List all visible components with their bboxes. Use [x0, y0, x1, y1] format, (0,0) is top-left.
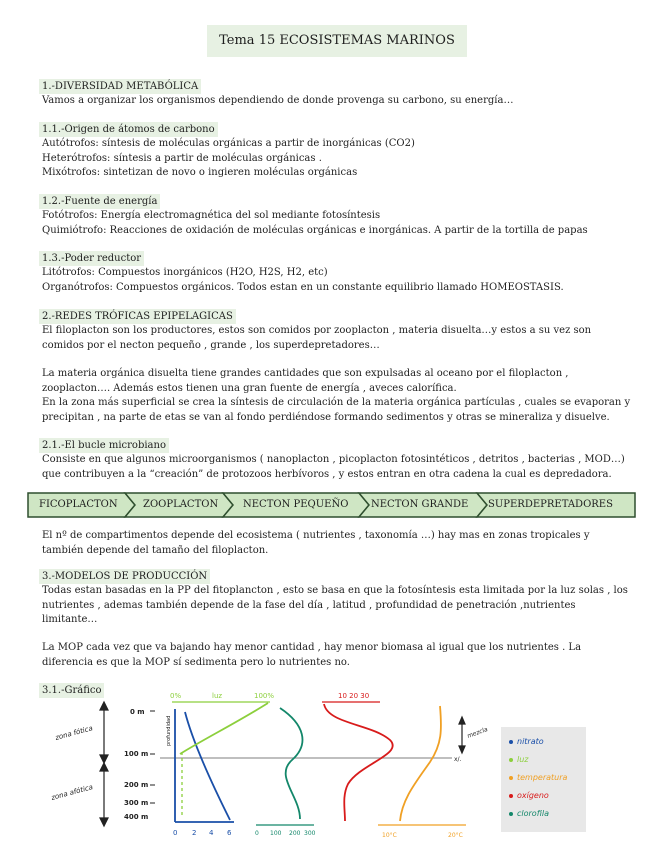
- nitrate-tick-0: 0: [173, 829, 178, 837]
- chain-step-zooplacton: ZOOPLACTON: [143, 499, 219, 510]
- heading-redes-troficas: 2.-REDES TRÓFICAS EPIPELAGICAS: [39, 309, 236, 324]
- heading-modelos-produccion: 3.-MODELOS DE PRODUCCIÓN: [39, 569, 210, 584]
- chain-step-ficoplacton: FICOPLACTON: [39, 499, 118, 510]
- oxygen-scale: 10 20 30: [338, 692, 370, 700]
- legend-item-oxigeno: oxígeno: [509, 791, 549, 800]
- depth-200: 200 m: [124, 781, 149, 789]
- zona-afotica-label: zona afótica: [50, 783, 94, 802]
- paragraph-modelos-1: Todas estan basadas en la PP del fitoplancton , esto se basa en que la fotosíntesis esta limitada por la luz solas , los nutrientes , ademas también depende de la fase del día , latitud , profundidad de penetración ,nutrientes limitante…: [42, 585, 628, 625]
- paragraph-diversidad: Vamos a organizar los organismos dependiendo de donde provenga su carbono, su energía…: [42, 95, 514, 106]
- light-scale-100: 100%: [254, 692, 275, 700]
- temp-tick-20: 20°C: [448, 832, 463, 839]
- heading-diversidad: 1.-DIVERSIDAD METABÓLICA: [39, 79, 201, 94]
- profile-graph: [42, 684, 562, 840]
- legend-item-clorofila: clorofila: [509, 809, 549, 818]
- mezcla-label: mezcla: [466, 726, 489, 740]
- depth-300: 300 m: [124, 799, 149, 807]
- nitrate-tick-2: 2: [192, 829, 197, 837]
- chloro-tick-0: 0: [255, 830, 259, 837]
- zona-fotica-label: zona fótica: [54, 724, 94, 742]
- light-scale-0: 0%: [170, 692, 182, 700]
- depth-0: 0 m: [130, 708, 145, 716]
- trophic-chain: [27, 492, 637, 518]
- orange-temperature-curve: [400, 706, 441, 821]
- teal-chlorophyll-curve: [280, 708, 302, 819]
- chain-step-necton-grande: NECTON GRANDE: [371, 499, 469, 510]
- temp-tick-10: 10°C: [382, 832, 397, 839]
- depth-400: 400 m: [124, 813, 149, 821]
- red-oxygen-curve: [324, 704, 393, 821]
- heading-fuente-energia: 1.2.-Fuente de energía: [39, 194, 160, 209]
- chloro-tick-200: 200: [289, 830, 301, 837]
- nitrate-tick-6: 6: [227, 829, 232, 837]
- page-title: Tema 15 ECOSISTEMAS MARINOS: [207, 25, 467, 57]
- graph-legend: [501, 727, 586, 832]
- paragraph-origen-carbono: Autótrofos: síntesis de moléculas orgánicas a partir de inorgánicas (CO2) Heterótrofos: síntesis a partir de moléculas orgánicas . Mixótrofos: sintetizan de novo o ingieren moléculas orgánicas: [42, 138, 415, 178]
- heading-bucle-microbiano: 2.1.-El bucle microbiano: [39, 438, 169, 453]
- chloro-tick-300: 300: [304, 830, 316, 837]
- legend-item-temperatura: temperatura: [509, 773, 567, 782]
- legend-item-nitrato: nitrato: [509, 737, 544, 746]
- nitrate-tick-4: 4: [209, 829, 214, 837]
- light-scale-label: luz: [212, 692, 223, 700]
- legend-item-luz: luz: [509, 755, 529, 764]
- mixed-layer-note: x/.: [454, 756, 462, 763]
- chain-step-necton-pequeno: NECTON PEQUEÑO: [243, 499, 349, 510]
- chain-step-superdepredadores: SUPERDEPRETADORES: [488, 499, 613, 510]
- heading-poder-reductor: 1.3.-Poder reductor: [39, 251, 144, 266]
- paragraph-redes-2: La materia orgánica disuelta tiene grandes cantidades que son expulsadas al oceano por el filoplacton , zooplacton…. Además estos tienen una gran fuente de energía , aveces calorífica. En la zona más superficial se crea la síntesis de circulación de la materia orgánica partículas , cuales se evaporan y precipitan , na parte de etas se van al fondo perdiéndose formando sedimentos y otras se mineraliza y disuelve.: [42, 368, 631, 423]
- heading-grafico: 3.1.-Gráfico: [39, 683, 104, 698]
- depth-100: 100 m: [124, 750, 149, 758]
- heading-origen-carbono: 1.1.-Origen de átomos de carbono: [39, 122, 218, 137]
- paragraph-fuente-energia: Fotótrofos: Energía electromagnética del sol mediante fotosíntesis Quimiótrofo: Reacciones de oxidación de moléculas orgánicas e inorgánicas. A partir de la tortilla de papas: [42, 210, 588, 236]
- chloro-tick-100: 100: [270, 830, 282, 837]
- green-light-curve: [180, 703, 268, 754]
- paragraph-modelos-2: La MOP cada vez que va bajando hay menor cantidad , hay menor biomasa al igual que los nutrientes . La diferencia es que la MOP sí sedimenta pero lo nutrientes no.: [42, 642, 582, 668]
- paragraph-redes-1: El filoplacton son los productores, estos son comidos por zooplacton , materia disuelta…y estos a su vez son comidos por el necton pequeño , grande , los superdepretadores…: [42, 325, 592, 351]
- paragraph-poder-reductor: Litótrofos: Compuestos inorgánicos (H2O, H2S, H2, etc) Organótrofos: Compuestos orgánicos. Todos estan en un constante equilibrio llamado HOMEOSTASIS.: [42, 267, 564, 293]
- y-axis-label: profundidad: [166, 715, 172, 746]
- paragraph-compartimentos: El nº de compartimentos depende del ecosistema ( nutrientes , taxonomía …) hay mas en zonas tropicales y también depende del tamaño del filoplacton.: [42, 530, 590, 556]
- paragraph-bucle-microbiano: Consiste en que algunos microorganismos ( nanoplacton , picoplacton fotosintéticos , detritos , bacterias , MOD…) que contribuyen a la “creación” de protozoos herbívoros , y estos entran en otra cadena la cual es depredadora.: [42, 454, 625, 480]
